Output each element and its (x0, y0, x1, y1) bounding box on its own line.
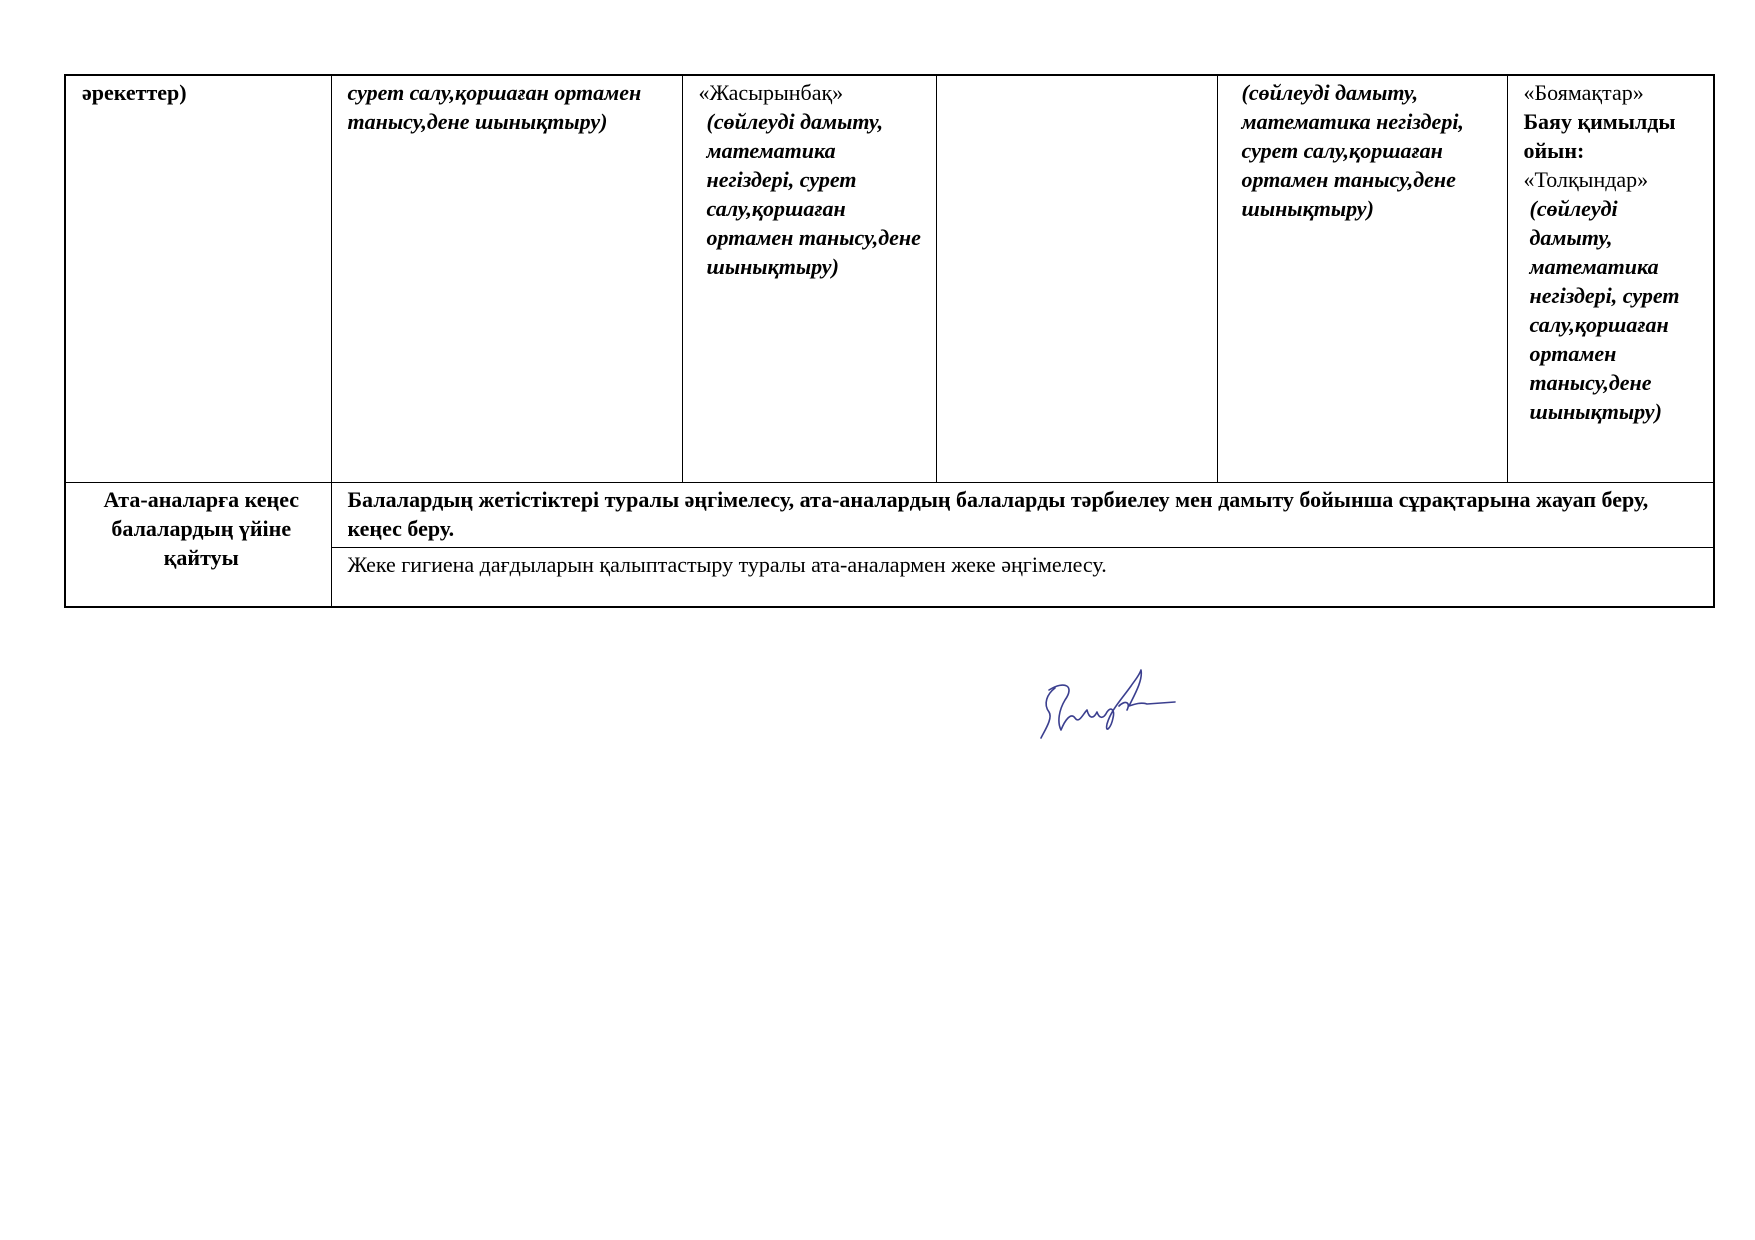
game-name: «Толқындар» (1523, 167, 1649, 192)
table-cell (65, 75, 331, 483)
signature-ink (1041, 670, 1175, 738)
table-cell (331, 483, 1714, 548)
table-cell (1217, 75, 1507, 483)
cell-text: сурет салу,қоршаған ортамен танысу,дене шынықтыру) (347, 80, 642, 134)
cell-text: (сөйлеуді дамыту, математика негіздері, сурет салу,қоршаған ортамен танысу,дене шынықтыру) (1241, 80, 1464, 221)
table-row (65, 483, 1714, 548)
cell-text: әрекеттер) (82, 80, 187, 105)
table-cell (682, 75, 936, 483)
table-cell (331, 75, 682, 483)
game-type-label: Баяу қимылды ойын: (1523, 109, 1676, 163)
cell-text: Балалардың жетістіктері туралы әңгімелесу, ата-аналардың балаларды тәрбиелеу мен дамыту бойынша сұрақтарына жауап беру, кеңес беру. (347, 487, 1649, 541)
table-cell-empty (936, 75, 1217, 483)
cell-text: (сөйлеуді дамыту, математика негіздері, сурет салу,қоршаған ортамен танысу,дене шынықтыру) (706, 109, 921, 279)
schedule-table (64, 74, 1715, 608)
game-title: «Боямақтар» (1523, 80, 1644, 105)
table-row (65, 75, 1714, 483)
row-label: Ата-аналарға кеңес балалардың үйіне қайтуы (65, 483, 331, 608)
signature (1035, 660, 1185, 750)
cell-text: (сөйлеуді дамыту, математика негіздері, сурет салу,қоршаған ортамен танысу,дене шынықтыру) (1529, 196, 1680, 424)
table-cell (1507, 75, 1714, 483)
cell-text: Жеке гигиена дағдыларын қалыптастыру туралы ата-аналармен жеке әңгімелесу. (347, 552, 1107, 577)
game-title: «Жасырынбақ» (698, 80, 844, 105)
table-cell (331, 548, 1714, 608)
document-page (64, 74, 1713, 608)
